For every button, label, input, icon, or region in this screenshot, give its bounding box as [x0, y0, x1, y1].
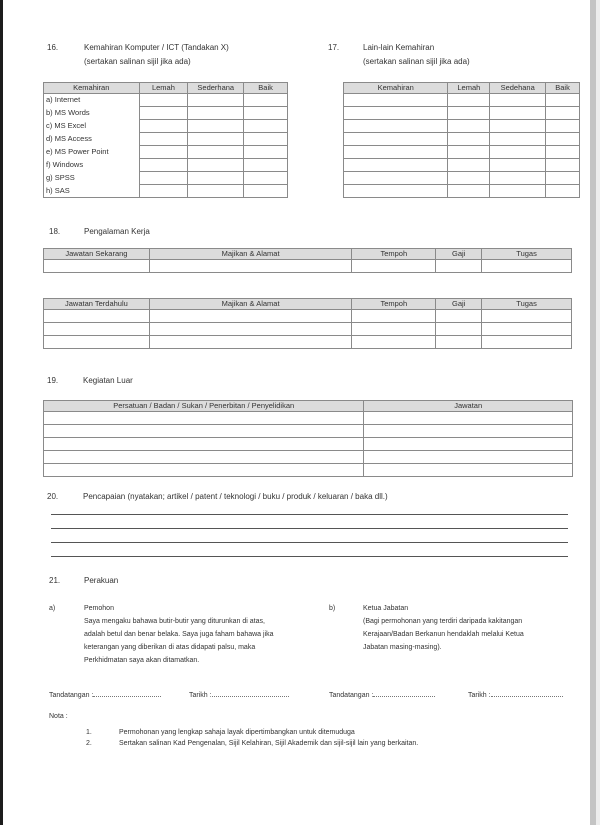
- input-cell[interactable]: [352, 323, 436, 336]
- input-cell[interactable]: [139, 107, 188, 120]
- declaration-head-of-department: [363, 602, 583, 654]
- document-page: [3, 0, 590, 825]
- column-header: Jawatan Sekarang: [44, 249, 150, 260]
- skill-label: h) SAS: [44, 185, 140, 198]
- answer-line[interactable]: [51, 542, 568, 543]
- input-cell[interactable]: [490, 159, 546, 172]
- input-cell[interactable]: [244, 185, 288, 198]
- answer-line[interactable]: [51, 528, 568, 529]
- column-header: Lemah: [139, 83, 188, 94]
- input-cell[interactable]: [139, 133, 188, 146]
- skill-label: c) MS Excel: [44, 120, 140, 133]
- table-row: [344, 185, 580, 198]
- column-header: Persatuan / Badan / Sukan / Penerbitan / Penyelidikan: [44, 401, 364, 412]
- column-header: Majikan & Alamat: [149, 249, 352, 260]
- input-cell[interactable]: [244, 172, 288, 185]
- input-cell[interactable]: [448, 159, 490, 172]
- scrollbar-track: [596, 0, 600, 825]
- table-row: [44, 172, 288, 185]
- input-cell[interactable]: [188, 172, 244, 185]
- input-cell[interactable]: [546, 94, 580, 107]
- skill-label: e) MS Power Point: [44, 146, 140, 159]
- input-cell[interactable]: [448, 107, 490, 120]
- table-row: [344, 159, 580, 172]
- input-cell[interactable]: [448, 94, 490, 107]
- table-row: [44, 438, 573, 451]
- input-cell[interactable]: [448, 120, 490, 133]
- table-row: [44, 133, 288, 146]
- declaration-b-line: (Bagi permohonan yang terdiri daripada kakitangan: [363, 618, 523, 625]
- head-signature-field[interactable]: [329, 690, 435, 699]
- input-cell[interactable]: [188, 107, 244, 120]
- table-row: [344, 146, 580, 159]
- answer-line[interactable]: [51, 514, 568, 515]
- computer-skills-table: [43, 82, 288, 198]
- input-cell[interactable]: [436, 323, 482, 336]
- section-20-number: 20.: [47, 492, 59, 501]
- input-cell[interactable]: [364, 425, 573, 438]
- skill-label: b) MS Words: [44, 107, 140, 120]
- declaration-a-heading: Pemohon: [84, 605, 114, 612]
- input-cell[interactable]: [352, 260, 436, 273]
- input-cell[interactable]: [352, 336, 436, 349]
- input-cell[interactable]: [344, 107, 448, 120]
- table-row: [44, 412, 573, 425]
- input-cell[interactable]: [139, 94, 188, 107]
- input-cell[interactable]: [436, 336, 482, 349]
- section-18-title: Pengalaman Kerja: [84, 227, 150, 236]
- column-header: Sederhana: [188, 83, 244, 94]
- skill-label: g) SPSS: [44, 172, 140, 185]
- head-date-field[interactable]: [468, 690, 563, 699]
- table-row: [44, 260, 572, 273]
- skill-label: d) MS Access: [44, 133, 140, 146]
- table-row: [344, 120, 580, 133]
- column-header: Baik: [546, 83, 580, 94]
- section-16-number: 16.: [47, 43, 59, 52]
- table-row: [344, 133, 580, 146]
- column-header: Jawatan Terdahulu: [44, 299, 150, 310]
- input-cell[interactable]: [139, 159, 188, 172]
- input-cell[interactable]: [448, 146, 490, 159]
- column-header: Kemahiran: [344, 83, 448, 94]
- declaration-b-line: Kerajaan/Badan Berkanun hendaklah melalui Ketua: [363, 631, 524, 638]
- input-cell[interactable]: [482, 310, 572, 323]
- input-cell[interactable]: [44, 412, 364, 425]
- column-header: Lemah: [448, 83, 490, 94]
- section-17-number: 17.: [328, 43, 340, 52]
- input-cell[interactable]: [364, 464, 573, 477]
- input-cell[interactable]: [344, 133, 448, 146]
- table-row: [344, 94, 580, 107]
- input-cell[interactable]: [139, 146, 188, 159]
- input-cell[interactable]: [139, 172, 188, 185]
- applicant-date-field[interactable]: [189, 690, 289, 699]
- input-cell[interactable]: [436, 260, 482, 273]
- input-cell[interactable]: [188, 120, 244, 133]
- section-21-number: 21.: [49, 576, 61, 585]
- input-cell[interactable]: [546, 107, 580, 120]
- column-header: Majikan & Alamat: [149, 299, 352, 310]
- input-cell[interactable]: [188, 185, 244, 198]
- input-cell[interactable]: [490, 94, 546, 107]
- input-cell[interactable]: [44, 464, 364, 477]
- input-cell[interactable]: [188, 146, 244, 159]
- section-19-number: 19.: [47, 376, 59, 385]
- column-header: Tugas: [482, 299, 572, 310]
- column-header: Tempoh: [352, 299, 436, 310]
- input-cell[interactable]: [364, 438, 573, 451]
- input-cell[interactable]: [448, 133, 490, 146]
- input-cell[interactable]: [188, 133, 244, 146]
- input-cell[interactable]: [244, 107, 288, 120]
- column-header: Gaji: [436, 249, 482, 260]
- input-cell[interactable]: [244, 94, 288, 107]
- column-header: Sedehana: [490, 83, 546, 94]
- table-row: [44, 323, 572, 336]
- table-row: [344, 172, 580, 185]
- column-header: Kemahiran: [44, 83, 140, 94]
- column-header: Tugas: [482, 249, 572, 260]
- nota-label: Nota :: [49, 713, 68, 720]
- input-cell[interactable]: [344, 172, 448, 185]
- section-17-subtitle: (sertakan salinan sijil jika ada): [363, 57, 470, 66]
- input-cell[interactable]: [244, 146, 288, 159]
- table-row: [44, 159, 288, 172]
- activities-table: [43, 400, 573, 477]
- section-20-title: Pencapaian (nyatakan; artikel / patent / teknologi / buku / produk / keluaran / baka dll.): [83, 492, 388, 501]
- nota-item-text: Permohonan yang lengkap sahaja layak dipertimbangkan untuk ditemuduga: [119, 729, 355, 736]
- signature-label: Tandatangan :: [49, 692, 94, 699]
- date-label: Tarikh :: [468, 692, 491, 699]
- input-cell[interactable]: [344, 94, 448, 107]
- skill-label: f) Windows: [44, 159, 140, 172]
- table-row: [44, 120, 288, 133]
- input-cell[interactable]: [44, 310, 150, 323]
- table-row: [44, 310, 572, 323]
- input-cell[interactable]: [344, 146, 448, 159]
- table-row: [44, 451, 573, 464]
- declaration-b-line: Jabatan masing-masing).: [363, 644, 442, 651]
- input-cell[interactable]: [44, 336, 150, 349]
- input-cell[interactable]: [244, 159, 288, 172]
- input-cell[interactable]: [139, 185, 188, 198]
- table-row: [44, 107, 288, 120]
- nota-item-number: 1.: [86, 729, 92, 736]
- table-row: [44, 336, 572, 349]
- section-16-subtitle: (sertakan salinan sijil jika ada): [84, 57, 191, 66]
- column-header: Gaji: [436, 299, 482, 310]
- input-cell[interactable]: [436, 310, 482, 323]
- input-cell[interactable]: [490, 107, 546, 120]
- current-job-table: [43, 248, 572, 273]
- input-cell[interactable]: [344, 120, 448, 133]
- input-cell[interactable]: [364, 412, 573, 425]
- nota-item-text: Sertakan salinan Kad Pengenalan, Sijil Kelahiran, Sijil Akademik dan sijil-sijil lain yang berkaitan.: [119, 740, 419, 747]
- input-cell[interactable]: [490, 120, 546, 133]
- declaration-b-marker: b): [329, 605, 336, 612]
- table-row: [344, 107, 580, 120]
- input-cell[interactable]: [44, 438, 364, 451]
- skill-label: a) Internet: [44, 94, 140, 107]
- declaration-b-heading: Ketua Jabatan: [363, 605, 409, 612]
- section-21-title: Perakuan: [84, 576, 119, 585]
- previous-jobs-table: [43, 298, 572, 349]
- input-cell[interactable]: [44, 425, 364, 438]
- table-row: [44, 146, 288, 159]
- applicant-signature-field[interactable]: [49, 690, 161, 699]
- declaration-a-marker: a): [49, 605, 56, 612]
- input-cell[interactable]: [546, 159, 580, 172]
- declaration-applicant: [84, 602, 334, 667]
- table-row: [44, 464, 573, 477]
- input-cell[interactable]: [149, 336, 352, 349]
- input-cell[interactable]: [139, 120, 188, 133]
- input-cell[interactable]: [352, 310, 436, 323]
- declaration-a-line: keterangan yang diberikan di atas didapati palsu, maka: [84, 644, 256, 651]
- input-cell[interactable]: [448, 172, 490, 185]
- input-cell[interactable]: [490, 133, 546, 146]
- section-17-title: Lain-lain Kemahiran: [363, 43, 435, 52]
- input-cell[interactable]: [490, 185, 546, 198]
- input-cell[interactable]: [244, 120, 288, 133]
- input-cell[interactable]: [482, 336, 572, 349]
- column-header: Tempoh: [352, 249, 436, 260]
- input-cell[interactable]: [546, 146, 580, 159]
- signature-label: Tandatangan :: [329, 692, 374, 699]
- input-cell[interactable]: [482, 260, 572, 273]
- table-row: [44, 425, 573, 438]
- input-cell[interactable]: [490, 146, 546, 159]
- declaration-a-line: adalah betul dan benar belaka. Saya juga faham bahawa jika: [84, 631, 274, 638]
- input-cell[interactable]: [188, 159, 244, 172]
- column-header: Baik: [244, 83, 288, 94]
- input-cell[interactable]: [244, 133, 288, 146]
- section-19-title: Kegiatan Luar: [83, 376, 133, 385]
- section-18-number: 18.: [49, 227, 61, 236]
- input-cell[interactable]: [44, 260, 150, 273]
- input-cell[interactable]: [149, 323, 352, 336]
- input-cell[interactable]: [188, 94, 244, 107]
- input-cell[interactable]: [149, 260, 352, 273]
- input-cell[interactable]: [448, 185, 490, 198]
- input-cell[interactable]: [44, 451, 364, 464]
- table-row: [44, 94, 288, 107]
- other-skills-table: [343, 82, 580, 198]
- input-cell[interactable]: [344, 159, 448, 172]
- nota-item-number: 2.: [86, 740, 92, 747]
- input-cell[interactable]: [482, 323, 572, 336]
- input-cell[interactable]: [546, 120, 580, 133]
- input-cell[interactable]: [149, 310, 352, 323]
- input-cell[interactable]: [546, 172, 580, 185]
- column-header: Jawatan: [364, 401, 573, 412]
- input-cell[interactable]: [546, 133, 580, 146]
- input-cell[interactable]: [344, 185, 448, 198]
- input-cell[interactable]: [364, 451, 573, 464]
- answer-line[interactable]: [51, 556, 568, 557]
- declaration-a-line: Perkhidmatan saya akan ditamatkan.: [84, 657, 200, 664]
- input-cell[interactable]: [490, 172, 546, 185]
- input-cell[interactable]: [44, 323, 150, 336]
- input-cell[interactable]: [546, 185, 580, 198]
- date-label: Tarikh :: [189, 692, 212, 699]
- declaration-a-line: Saya mengaku bahawa butir-butir yang diturunkan di atas,: [84, 618, 265, 625]
- section-16-title: Kemahiran Komputer / ICT (Tandakan X): [84, 43, 229, 52]
- table-row: [44, 185, 288, 198]
